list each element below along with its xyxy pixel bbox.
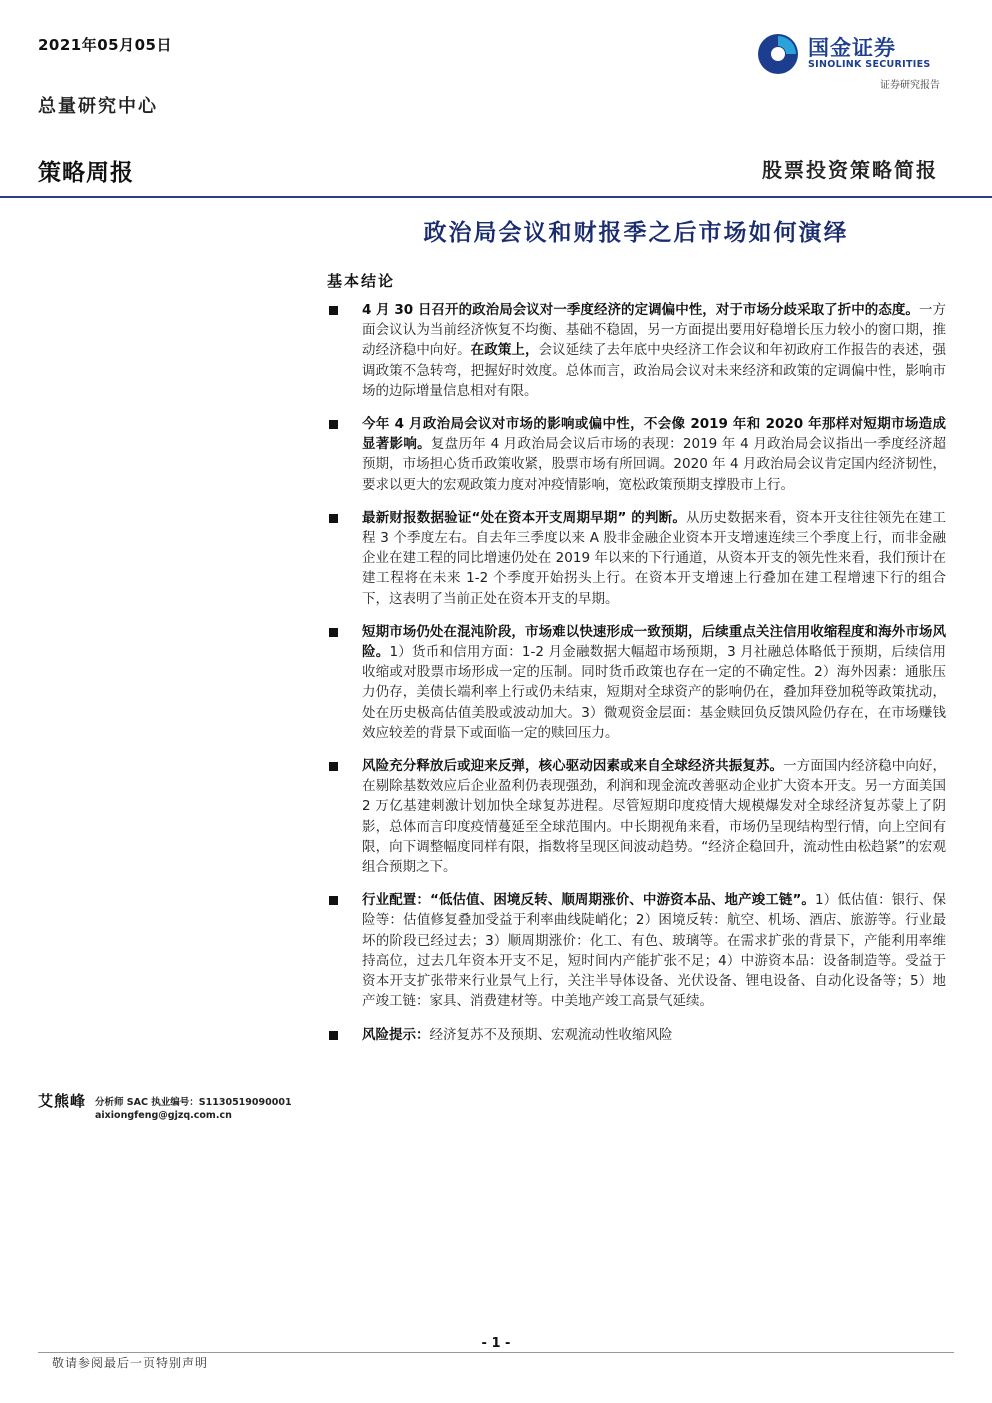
page-number: - 1 -	[481, 1336, 511, 1351]
logo-name-cn: 国金证券	[808, 36, 896, 60]
bullet-body: 复盘历年 4 月政治局会议后市场的表现：2019 年 4 月政治局会议指出一季度经济超预期，市场担心货币政策收紧，股票市场有所回调。2020 年 4 月政治局会议肯定国内经济韧性，要求以更大的宏观政策力度对冲疫情影响，宽松政策预期支撑股市上行。	[362, 436, 946, 493]
analyst-name: 艾熊峰	[38, 1092, 87, 1110]
bullet-lead: 最新财报数据验证“处在资本开支周期早期” 的判断。	[362, 509, 687, 526]
section-heading: 基本结论	[327, 272, 396, 290]
bullet-square-icon	[329, 306, 338, 315]
bullet-body: 从历史数据来看，资本开支往往领先在建工程 3 个季度左右。自去年三季度以来 A 股非金融企业资本开支增速连续三个季度上行，而非金融企业在建工程的同比增速仍处在 2019 年以来的下行通道，从资本开支的领先性来看，我们预计在建工程将在未来 1-2 个季度开始拐头上行。在资本开支增速上行叠加在建工程增速下行的组合下，这表明了当前正处在资本开支的早期。	[362, 509, 946, 607]
bullet-lead: 短期市场仍处在混沌阶段，市场难以快速形成一致预期，后续重点关注信用收缩程度和海外市场风险。	[362, 623, 946, 661]
bullet-square-icon	[329, 896, 338, 905]
footer-divider	[38, 1352, 954, 1353]
analyst-cert: 分析师 SAC 执业编号：S1130519090001	[95, 1097, 292, 1108]
logo-subtitle: 证券研究报告	[880, 80, 940, 91]
bullet-lead: 4 月 30 日召开的政治局会议对一季度经济的定调偏中性，对于市场分歧采取了折中的态度。	[362, 302, 919, 318]
conclusion-item	[328, 1025, 946, 1045]
report-title: 政治局会议和财报季之后市场如何演绎	[423, 219, 849, 246]
department-label: 总量研究中心	[38, 96, 158, 117]
conclusion-item	[328, 622, 946, 743]
report-type: 策略周报	[38, 160, 134, 186]
conclusion-list	[328, 300, 946, 1058]
conclusion-item	[328, 756, 946, 877]
company-logo	[752, 28, 948, 100]
report-date: 2021年05月05日	[38, 36, 172, 54]
bullet-body-2: 会议延续了去年底中央经济工作会议和年初政府工作报告的表述，强调政策不急转弯，把握好时效度。总体而言，政治局会议对未来经济和政策的定调偏中性，影响市场的边际增量信息相对有限。	[362, 342, 947, 399]
bullet-square-icon	[329, 762, 338, 771]
bullet-body: 1）货币和信用方面：1-2 月金融数据大幅超市场预期，3 月社融总体略低于预期，后续信用收缩或对股票市场形成一定的压制。同时货币政策也存在一定的不确定性。2）海外因素：通胀压力仍存，美债长端利率上行或仍未结束，短期对全球资产的影响仍在，叠加拜登加税等政策扰动，处在历史极高估值美股或波动加大。3）微观资金层面：基金赎回负反馈风险仍存在，在市场赚钱效应较差的背景下或面临一定的赎回压力。	[362, 644, 947, 741]
bullet-lead: 今年 4 月政治局会议对市场的影响或偏中性，不会像 2019 年和 2020 年那样对短期市场造成显著影响。	[362, 416, 946, 453]
conclusion-item	[328, 300, 946, 401]
bullet-lead: 风险提示：	[362, 1026, 430, 1043]
bullet-square-icon	[329, 514, 338, 523]
analyst-email[interactable]: aixiongfeng@gjzq.com.cn	[95, 1110, 232, 1121]
bullet-body: 经济复苏不及预期、宏观流动性收缩风险	[429, 1026, 673, 1043]
disclaimer-note: 敬请参阅最后一页特别声明	[52, 1356, 209, 1370]
bullet-lead: 行业配置：“低估值、困境反转、顺周期涨价、中游资本品、地产竣工链”。	[362, 892, 816, 909]
bullet-square-icon	[329, 420, 338, 429]
bullet-square-icon	[329, 628, 338, 637]
header-divider	[0, 196, 992, 198]
bullet-square-icon	[329, 1031, 338, 1040]
bullet-lead: 风险充分释放后或迎来反弹，核心驱动因素或来自全球经济共振复苏。	[362, 758, 784, 775]
bullet-lead-2: 在政策上，	[470, 342, 539, 359]
sinolink-logo-icon	[756, 32, 800, 76]
bullet-body: 一方面会议认为当前经济恢复不均衡、基础不稳固，另一方面提出要用好稳增长压力较小的窗口期，推动经济稳中向好。	[362, 302, 947, 359]
bullet-body: 1）低估值：银行、保险等：估值修复叠加受益于利率曲线陡峭化；2）困境反转：航空、机场、酒店、旅游等。行业最坏的阶段已经过去；3）顺周期涨价：化工、有色、玻璃等。在需求扩张的背景下，产能利用率维持高位，过去几年资本开支不足，短时间内产能扩张不足；4）中游资本品：设备制造等。受益于资本开支扩张带来行业景气上行，关注半导体设备、光伏设备、锂电设备、自动化设备等；5）地产竣工链：家具、消费建材等。中美地产竣工高景气延续。	[362, 892, 946, 1010]
conclusion-item	[328, 508, 946, 609]
bullet-body: 一方面国内经济稳中向好，在剔除基数效应后企业盈利仍表现强劲，利润和现金流改善驱动企业扩大资本开支。另一方面美国 2 万亿基建刺激计划加快全球复苏进程。尽管短期印度疫情大规模爆发对全球经济复苏蒙上了阴影，总体而言印度疫情蔓延至全球范围内。中长期视角来看，市场仍呈现结构型行情，向上空间有限，向下调整幅度同样有限，指数将呈现区间波动趋势。“经济企稳回升，流动性由松趋紧”的宏观组合预期之下。	[362, 758, 947, 876]
conclusion-item	[328, 414, 946, 495]
conclusion-item	[328, 890, 946, 1011]
logo-name-en: SINOLINK SECURITIES	[808, 59, 931, 70]
report-subtype: 股票投资策略简报	[762, 158, 938, 182]
